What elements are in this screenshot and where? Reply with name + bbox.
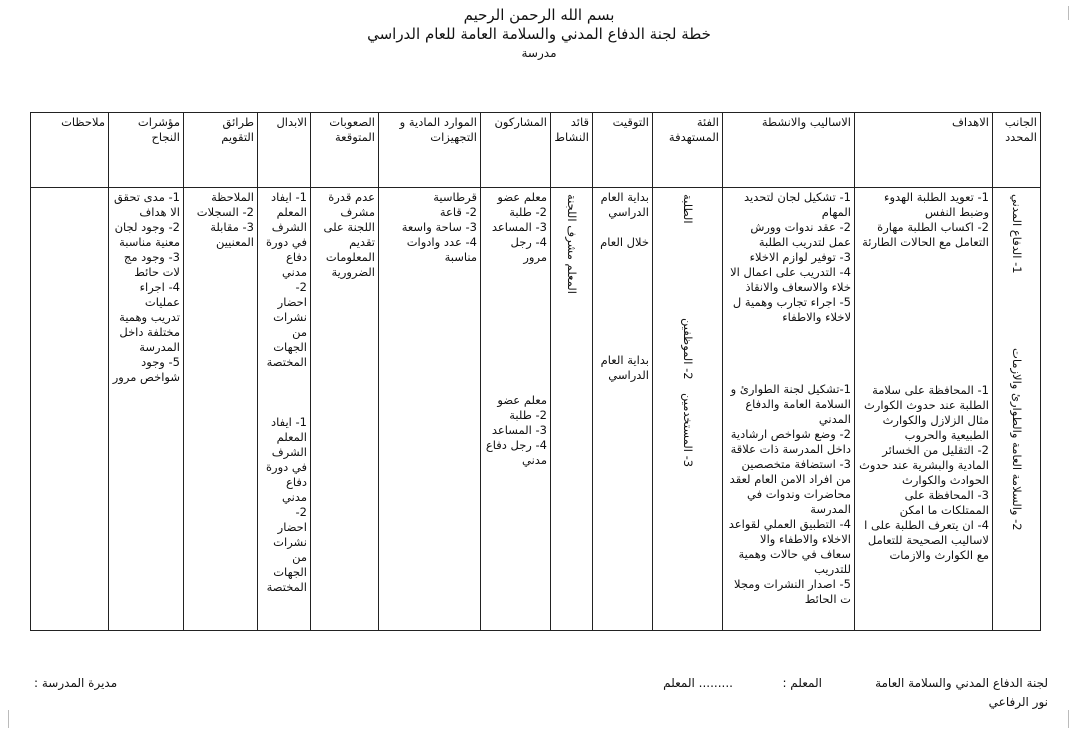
goals-block-1: 1- تعويد الطلبة الهدوء وضبط النفس 2- اكساب الطلبة مهارة التعامل مع الحالات الطارئة: [862, 190, 989, 249]
column-header: الموارد المادية و التجهيزات: [379, 113, 481, 188]
column-header: طرائق التقويم: [184, 113, 258, 188]
goals-cell: [855, 188, 993, 631]
aspect-2: 2- والسلامة العامة والطوارئ والازمات: [1010, 348, 1024, 531]
table-row: [31, 188, 1041, 631]
indicators-cell: 1- مدى تحقق الا هداف 2- وجود لجان معنية مناسبة 3- وجود مج لات حائط 4- اجراء عمليات تدريب وهمية مختلفة داخل المدرسة 5- وجود شواخص مرور: [109, 188, 184, 631]
column-header: الابدال: [258, 113, 311, 188]
plan-table: [30, 112, 1041, 631]
page-margin-mark: [8, 710, 9, 728]
table-header-row: [31, 113, 1041, 188]
column-header: ملاحظات: [31, 113, 109, 188]
evaluation-cell: الملاحظة 2- السجلات 3- مقابلة المعنيين: [184, 188, 258, 631]
activities-block-2: 1-تشكيل لجنة الطوارئ و السلامة العامة والدفاع المدني 2- وضع شواخص ارشادية داخل المدرسة ذات علاقة 3- استضافة متخصصين من افراد الامن العام لعقد محاضرات وندوات في المدرسة 4- التطبيق العملي لقواعد الاخلاء والاطفاء والا سعاف في حالات وهمية للتدريب 5- اصدار النشرات ومجلا ت الحائط: [728, 382, 851, 606]
footer-committee: لجنة الدفاع المدني والسلامة العامة: [875, 676, 1048, 690]
footer-teacher-label: المعلم :: [782, 676, 822, 690]
footer-teacher-value: ......... المعلم: [663, 676, 733, 690]
activities-block-1: 1- تشكيل لجان لتحديد المهام 2- عقد ندوات وورش عمل لتدريب الطلبة 3- توفير لوازم الاخلاء 4- التدريب على اعمال الا خلاء والاسعاف والانقاذ 5- اجراء تجارب وهمية ل لاخلاء والاطفاء: [730, 190, 851, 324]
column-header: الاهداف: [855, 113, 993, 188]
page-margin-mark: [1068, 6, 1069, 20]
leader-cell: [551, 188, 593, 631]
page-margin-mark: [1068, 710, 1069, 728]
column-header: المشاركون: [481, 113, 551, 188]
timing-block-2: بداية العام الدراسي: [600, 353, 649, 382]
notes-cell: [31, 188, 109, 631]
basmala: بسم الله الرحمن الرحيم: [463, 6, 615, 24]
leader-text: المعلم مشرف اللجنة: [565, 194, 579, 294]
footer-principal: مديرة المدرسة :: [34, 676, 118, 690]
alternatives-cell: [258, 188, 311, 631]
aspect-cell: [993, 188, 1041, 631]
target-employees: 2- الموظفين: [681, 318, 695, 380]
target-students: الطلبة: [681, 194, 695, 224]
footer-name: نور الرفاعي: [988, 695, 1048, 709]
column-header: الصعوبات المتوقعة: [311, 113, 379, 188]
school-label: مدرسة: [521, 46, 557, 60]
page-title: خطة لجنة الدفاع المدني والسلامة العامة للعام الدراسي: [367, 25, 711, 43]
participants-block-2: معلم عضو 2- طلبة 3- المساعد 4- رجل دفاع مدني: [485, 393, 547, 467]
aspect-1: 1- الدفاع المدني: [1010, 194, 1024, 274]
participants-block-1: معلم عضو 2- طلبة 3- المساعد 4- رجل مرور: [491, 190, 547, 264]
column-header: الجانب المحدد: [993, 113, 1041, 188]
alternatives-block-1: 1- ايفاد المعلم الشرف في دورة دفاع مدني 2- احضار نشرات من الجهات المختصة: [266, 190, 307, 369]
activities-cell: [723, 188, 855, 631]
column-header: مؤشرات النجاح: [109, 113, 184, 188]
participants-cell: [481, 188, 551, 631]
column-header: التوقيت: [593, 113, 653, 188]
alternatives-block-2: 1- ايفاد المعلم الشرف في دورة دفاع مدني 2- احضار نشرات من الجهات المختصة: [266, 415, 307, 594]
timing-cell: [593, 188, 653, 631]
difficulties-cell: عدم قدرة مشرف اللجنة على تقديم المعلومات الضرورية: [311, 188, 379, 631]
timing-block-1: بداية العام الدراسي خلال العام: [600, 190, 649, 249]
column-header: الاساليب والانشطة: [723, 113, 855, 188]
target-cell: [653, 188, 723, 631]
target-staff: 3- المستخدمين: [681, 393, 695, 468]
column-header: قائد النشاط: [551, 113, 593, 188]
goals-block-2: 1- المحافظة على سلامة الطلبة عند حدوث الكوارث مثال الزلازل والكوارث الطبيعية والحروب 2- التقليل من الخسائر المادية والبشرية عند حدوث الحوادث والكوارث 3- المحافظة على الممتلكات ما امكن 4- ان يتعرف الطلبة على ا لاساليب الصحيحة للتعامل مع الكوارث والازمات: [859, 383, 989, 562]
column-header: الفئة المستهدفة: [653, 113, 723, 188]
resources-cell: قرطاسية 2- قاعة 3- ساحة واسعة 4- عدد وادوات مناسبة: [379, 188, 481, 631]
